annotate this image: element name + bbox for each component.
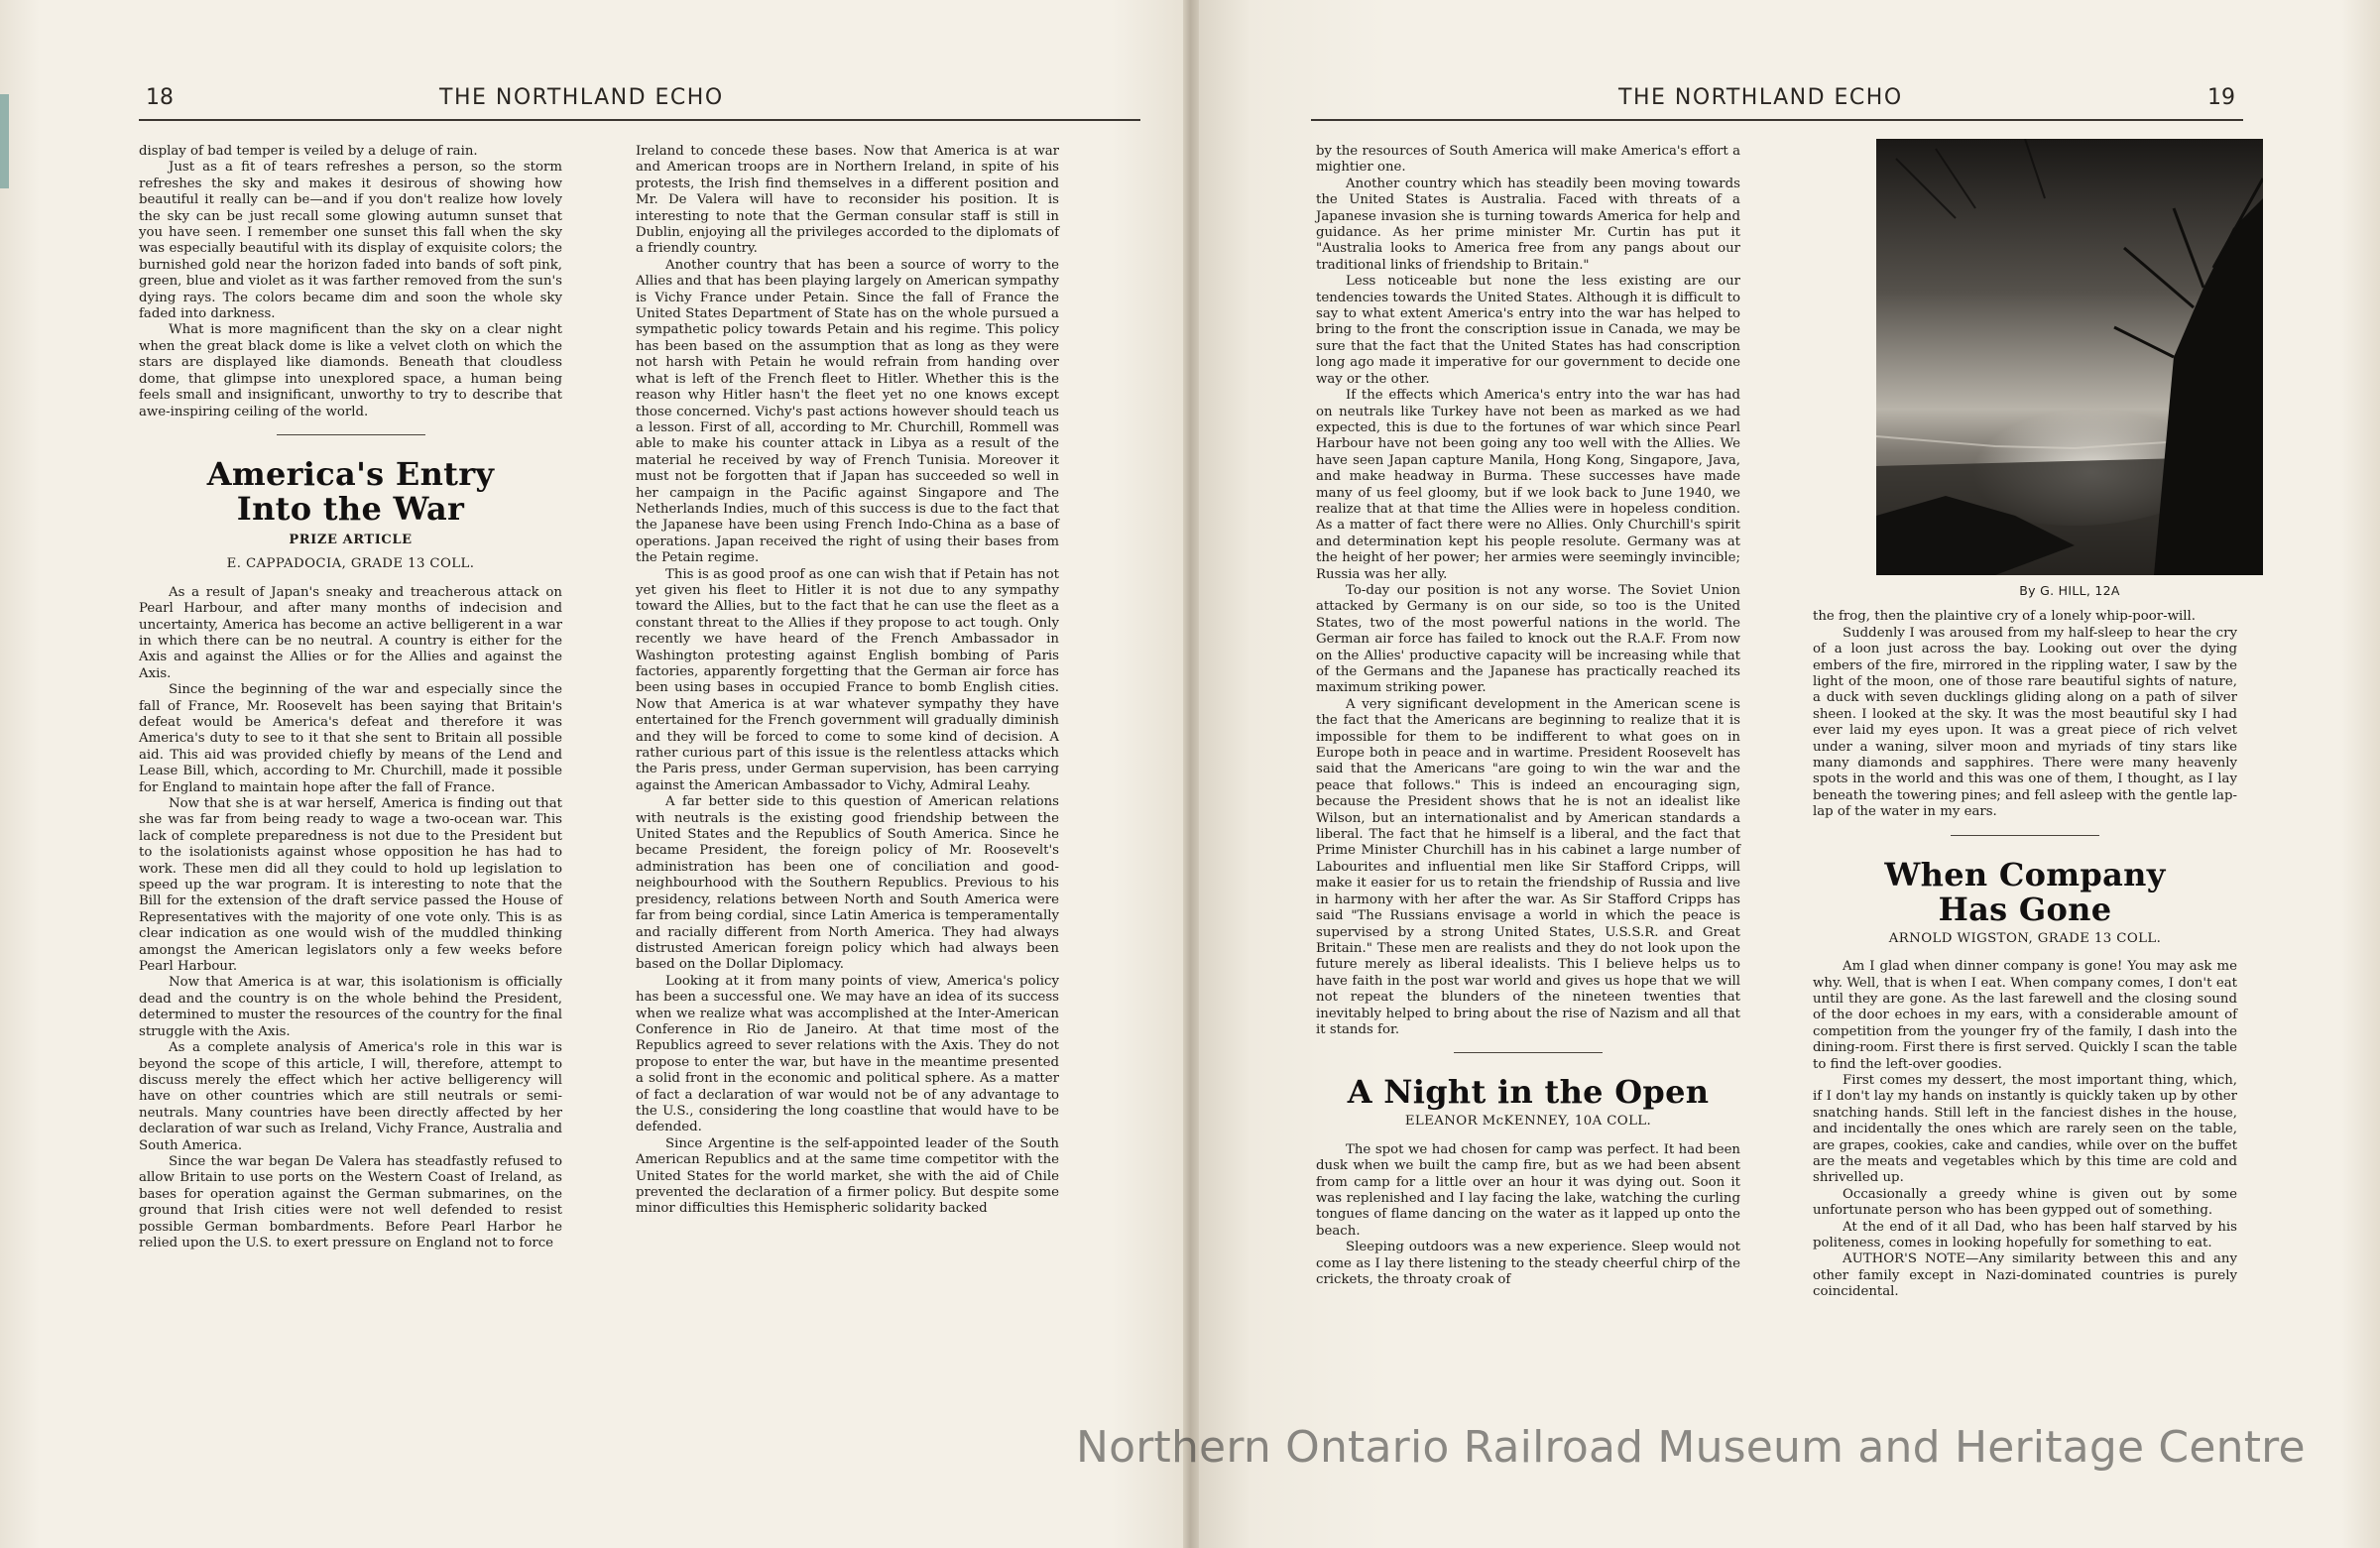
running-head-left: THE NORTHLAND ECHO xyxy=(439,85,724,110)
continued-paragraph: What is more magnificent than the sky on a clear night when the great black dome is like a velvet cloth on which the stars are displayed like diamonds. Beneath that cloudless dome, that glimpse into unexplored space, a human being feels small and insignificant, unworthy to try to describe that awe-inspiring ceiling of the world. xyxy=(139,322,562,419)
prize-article-label: PRIZE ARTICLE xyxy=(289,532,413,547)
header-rule-right xyxy=(1311,119,2243,121)
article-paragraph: Suddenly I was aroused from my half-sleep to hear the cry of a loon just across the bay. Looking out over the dying embers of the fire, mirrored in the rippling water, I saw by the light of the moon, one of those rare beautiful sights of nature, a duck with seven ducklings gliding along on a path of silver sheen. I looked at the sky. It was the most beautiful sky I had ever laid my eyes upon. It was a great piece of rich velvet under a waning, silver moon and myriads of tiny stars like many diamonds and sapphires. There were many heavenly spots in the world and this was one of them, I thought, as I lay beneath the towering pines; and fell asleep with the gentle lap-lap of the water in my ears. xyxy=(1813,625,2237,820)
article-paragraph: Occasionally a greedy whine is given out by some unfortunate person who has been gypped out of something. xyxy=(1813,1186,2237,1219)
section-divider xyxy=(277,434,425,435)
article-title-night: A Night in the Open xyxy=(1347,1073,1710,1112)
article-title-company: When Company Has Gone xyxy=(1884,855,2166,928)
page-edge-tab xyxy=(0,94,9,188)
article-paragraph: Am I glad when dinner company is gone! You may ask me why. Well, that is when I eat. When company comes, I don't eat until they are gone. As the last farewell and the closing sound of the door echoes in my ears, with a considerable amount of competition from the younger fry of the family, I dash into the dining-room. First there is first served. Quickly I scan the table to find the left-over goodies. xyxy=(1813,959,2237,1072)
article-paragraph: Sleeping outdoors was a new experience. Sleep would not come as I lay there listening to the steady cheerful chirp of the crickets, the throaty croak of xyxy=(1316,1240,1740,1287)
column-1 xyxy=(139,144,562,1251)
column-3 xyxy=(1316,144,1740,1288)
article-paragraph: Since the war began De Valera has steadfastly refused to allow Britain to use ports on the Western Coast of Ireland, as bases for operation against the German submarines, on the ground that Irish cities were not well defended to resist possible German bombardments. Before Pearl Harbor he relied upon the U.S. to exert pressure on England not to force xyxy=(139,1153,562,1250)
article-paragraph: As a complete analysis of America's role in this war is beyond the scope of this article, I will, therefore, attempt to discuss merely the effect which her active belligerency will have on other countries which are still neutrals or semi-neutrals. Many countries have been directly affected by her declaration of war such as Ireland, Vichy France, Australia and South America. xyxy=(139,1040,563,1153)
running-head-right: THE NORTHLAND ECHO xyxy=(1618,85,1903,110)
lake-photograph xyxy=(1876,139,2263,599)
museum-watermark: Northern Ontario Railroad Museum and Heritage Centre xyxy=(1076,1422,2306,1473)
page-number-right: 19 xyxy=(2207,85,2235,110)
article-paragraph: Now that America is at war, this isolationism is officially dead and the country is on the whole behind the President, determined to muster the resources of the country for the final struggle with the Axis. xyxy=(139,975,562,1039)
header-rule-left xyxy=(139,119,1140,121)
article-paragraph: Another country that has been a source of worry to the Allies and that has been playing largely on American sympathy is Vichy France under Petain. Since the fall of France the United States Department of State has on the whole pursued a sympathetic policy towards Petain and his regime. This policy has been based on the assumption that as long as they were not harsh with Petain he would refrain from handing over what is left of the French fleet to Hitler. Whether this is the reason why Hitler hasn't the fleet yet no one knows except those concerned. Vichy's past actions however should teach us a lesson. First of all, according to Mr. Churchill, Rommell was able to make his counter attack in Libya as a result of the material he received by way of French Tunisia. Moreover it must not be forgotten that if Japan has succeeded so well in her campaign in the Pacific against Singapore and The Netherlands Indies, much of this success is due to the fact that the Japanese have been using French Indo-China as a base of operations. Japan received the right of using their bases from the Petain regime. xyxy=(636,257,1059,566)
article-paragraph: by the resources of South America will make America's effort a mightier one. xyxy=(1316,144,1740,176)
article-paragraph: If the effects which America's entry into the war has had on neutrals like Turkey have not been as marked as we had expected, this is due to the fortunes of war which since Pearl Harbour have not been going any too well with the Allies. We have seen Japan capture Manila, Hong Kong, Singapore, Java, and make headway in Burma. These successes have made many of us feel gloomy, but if we look back to June 1940, we realize that at that time the Allies were in hopeless condition. As a matter of fact there were no Allies. Only Churchill's spirit and determination kept his people resolute. Germany was at the height of her power; her armies were seemingly invincible; Russia was her ally. xyxy=(1316,388,1740,582)
continued-paragraph: display of bad temper is veiled by a deluge of rain. xyxy=(139,144,478,159)
article-paragraph: the frog, then the plaintive cry of a lonely whip-poor-will. xyxy=(1813,609,2197,625)
byline-night: ELEANOR McKENNEY, 10A COLL. xyxy=(1404,1114,1652,1130)
article-paragraph: This is as good proof as one can wish that if Petain has not yet given his fleet to Hitler it is not due to any sympathy toward the Allies, but to the fact that he can use the fleet as a constant threat to the Allies if they propose to act tough. Only recently we have heard of the French Ambassador in Washington protesting against English bombing of Paris factories, apparently forgetting that the German air force has been using bases in occupied France to bomb English cities. Now that America is at war whatever sympathy they have entertained for the French government will gradually diminish and they will be forced to come to some kind of decision. A rather curious part of this issue is the relentless attacks which the Paris press, under German supervision, has been carrying against the American Ambassador to Vichy, Admiral Leahy. xyxy=(636,566,1059,793)
article-paragraph: Another country which has steadily been moving towards the United States is Australia. Faced with threats of a Japanese invasion she is turning towards America for help and guidance. As her prime minister Mr. Curtin has put it "Australia looks to America free from any pangs about our traditional links of friendship to Britain." xyxy=(1316,176,1740,273)
article-paragraph: As a result of Japan's sneaky and treacherous attack on Pearl Harbour, and after many months of indecision and uncertainty, America has become an active belligerent in a war in which there can be no neutral. A country is either for the Axis and against the Allies or for the Allies and against the Axis. xyxy=(139,584,562,681)
article-paragraph: Now that she is at war herself, America is finding out that she was far from being ready to wage a two-ocean war. This lack of complete preparedness is not due to the President but to the isolationists against whose opposition he has had to work. These men did all they could to hold up legislation to speed up the war program. It is interesting to note that the Bill for the extension of the draft service passed the House of Representatives with the majority of one vote only. This is as clear indication as one would wish of the muddled thinking amongst the American legislators only a few weeks before Pearl Harbour. xyxy=(139,796,562,975)
byline-company: ARNOLD WIGSTON, GRADE 13 COLL. xyxy=(1888,930,2162,946)
section-divider xyxy=(1454,1052,1603,1053)
photo-caption: By G. HILL, 12A xyxy=(2019,583,2120,598)
article-paragraph: The spot we had chosen for camp was perfect. It had been dusk when we built the camp fire, but as we had been absent from camp for a little over an hour it was dying out. Soon it was replenished and I lay facing the lake, watching the curling tongues of flame dancing on the water as it lapped up onto the beach. xyxy=(1316,1141,1740,1239)
article-paragraph: Since the beginning of the war and especially since the fall of France, Mr. Roosevelt has been saying that Britain's defeat would be America's defeat and therefore it was America's duty to see to it that she sent to Britain all possible aid. This aid was provided chiefly by means of the Lend and Lease Bill, which, according to Mr. Churchill, made it possible for England to maintain hope after the fall of France. xyxy=(139,682,562,795)
article-paragraph: A far better side to this question of American relations with neutrals is the existing good friendship between the United States and the Republics of South America. Since he became President, the foreign policy of Mr. Roosevelt's administration has been one of conciliation and good-neighbourhood with the Southern Republics. Previous to his presidency, relations between North and South America were far from being cordial, since Latin America is temperamentally and racially different from North America. They had always distrusted American foreign policy which had always been based on the Dollar Diplomacy. xyxy=(636,794,1059,973)
byline-america: E. CAPPADOCIA, GRADE 13 COLL. xyxy=(226,556,475,572)
article-paragraph: First comes my dessert, the most important thing, which, if I don't lay my hands on instantly is quickly taken up by other snatching hands. Still left in the fanciest dishes in the house, and incidentally the ones which are rarely seen on the table, are grapes, cookies, cake and candies, while over on the buffet are the meats and vegetables which by this time are cold and shrivelled up. xyxy=(1813,1072,2237,1186)
article-title-america: America's Entry Into the War xyxy=(206,454,495,528)
page-number-left: 18 xyxy=(146,85,174,110)
lake-sunset-image xyxy=(1876,139,2263,575)
article-paragraph: Less noticeable but none the less existing are our tendencies towards the United States. Although it is difficult to say to what extent America's entry into the war has helped to bring to the front the conscription issue in Canada, we may be sure that the fact that the United States has had conscription long ago made it imperative for our government to decide one way or the other. xyxy=(1316,274,1740,387)
continued-paragraph: Just as a fit of tears refreshes a person, so the storm refreshes the sky and makes it desirous of showing how beautiful it really can be—and if you don't realize how lovely the sky can be just recall some glowing autumn sunset that you have seen. I remember one sunset this fall when the sky was especially beautiful with its display of exquisite colors; the burnished gold near the horizon faded into bands of soft pink, green, blue and violet as it was farther removed from the sun's dying rays. The colors became dim and soon the whole sky faded into darkness. xyxy=(139,160,562,322)
column-2 xyxy=(636,144,1059,1218)
section-divider xyxy=(1951,835,2099,836)
article-paragraph: Since Argentine is the self-appointed leader of the South American Republics and at the same time competitor with the United States for the world market, she with the aid of Chile prevented the declaration of a firmer policy. But despite some minor difficulties this Hemispheric solidarity backed xyxy=(636,1135,1059,1217)
article-paragraph: A very significant development in the American scene is the fact that the Americans are beginning to realize that it is impossible for them to be indifferent to what goes on in Europe both in peace and in wartime. President Roosevelt has said that the Americans "are going to win the war and the peace that follows." This is indeed an encouraging sign, because the President shows that he is not an idealist like Wilson, but an internationalist and by American standards a liberal. The fact that he himself is a liberal, and the fact that Prime Minister Churchill has in his cabinet a large number of Labourites and influential men like Sir Stafford Cripps, will make it easier for us to retain the friendship of Russia and live in harmony with her after the war. As Sir Stafford Cripps has said "The Russians envisage a world in which the peace is supervised by a strong United States, U.S.S.R. and Great Britain." These men are realists and they do not look upon the future merely as liberal idealists. This I believe helps us to have faith in the post war world and gives us hope that we will not repeat the blunders of the nineteen twenties that inevitably helped to bring about the rise of Nazism and all that it stands for. xyxy=(1316,696,1740,1037)
author-note: AUTHOR'S NOTE—Any similarity between this and any other family except in Nazi-dominated countries is purely coincidental. xyxy=(1813,1251,2237,1300)
article-paragraph: To-day our position is not any worse. The Soviet Union attacked by Germany is on our side, so too is the United States, two of the most powerful nations in the world. The German air force has failed to knock out the R.A.F. From now on the Allies' productive capacity will be increasing while that of the Germans and the Japanese has practically reached its maximum striking power. xyxy=(1316,582,1740,696)
article-paragraph: At the end of it all Dad, who has been half starved by his politeness, comes in looking hopefully for something to eat. xyxy=(1813,1219,2237,1250)
column-4 xyxy=(1813,139,2237,1301)
book-gutter xyxy=(1183,0,1199,1548)
article-paragraph: Ireland to concede these bases. Now that America is at war and American troops are in Northern Ireland, in spite of his protests, the Irish find themselves in a different position and Mr. De Valera will have to reconsider his position. It is interesting to note that the German consular staff is still in Dublin, enjoying all the privileges accorded to the diplomats of a friendly country. xyxy=(636,144,1059,257)
article-paragraph: Looking at it from many points of view, America's policy has been a successful one. We may have an idea of its success when we realize what was accomplished at the Inter-American Conference in Rio de Janeiro. At that time most of the Republics agreed to sever relations with the Axis. They do not propose to enter the war, but have in the meantime presented a solid front in the economic and political sphere. As a matter of fact a declaration of war would not be of any advantage to the U.S., considering the long coastline that would have to be defended. xyxy=(636,973,1059,1135)
